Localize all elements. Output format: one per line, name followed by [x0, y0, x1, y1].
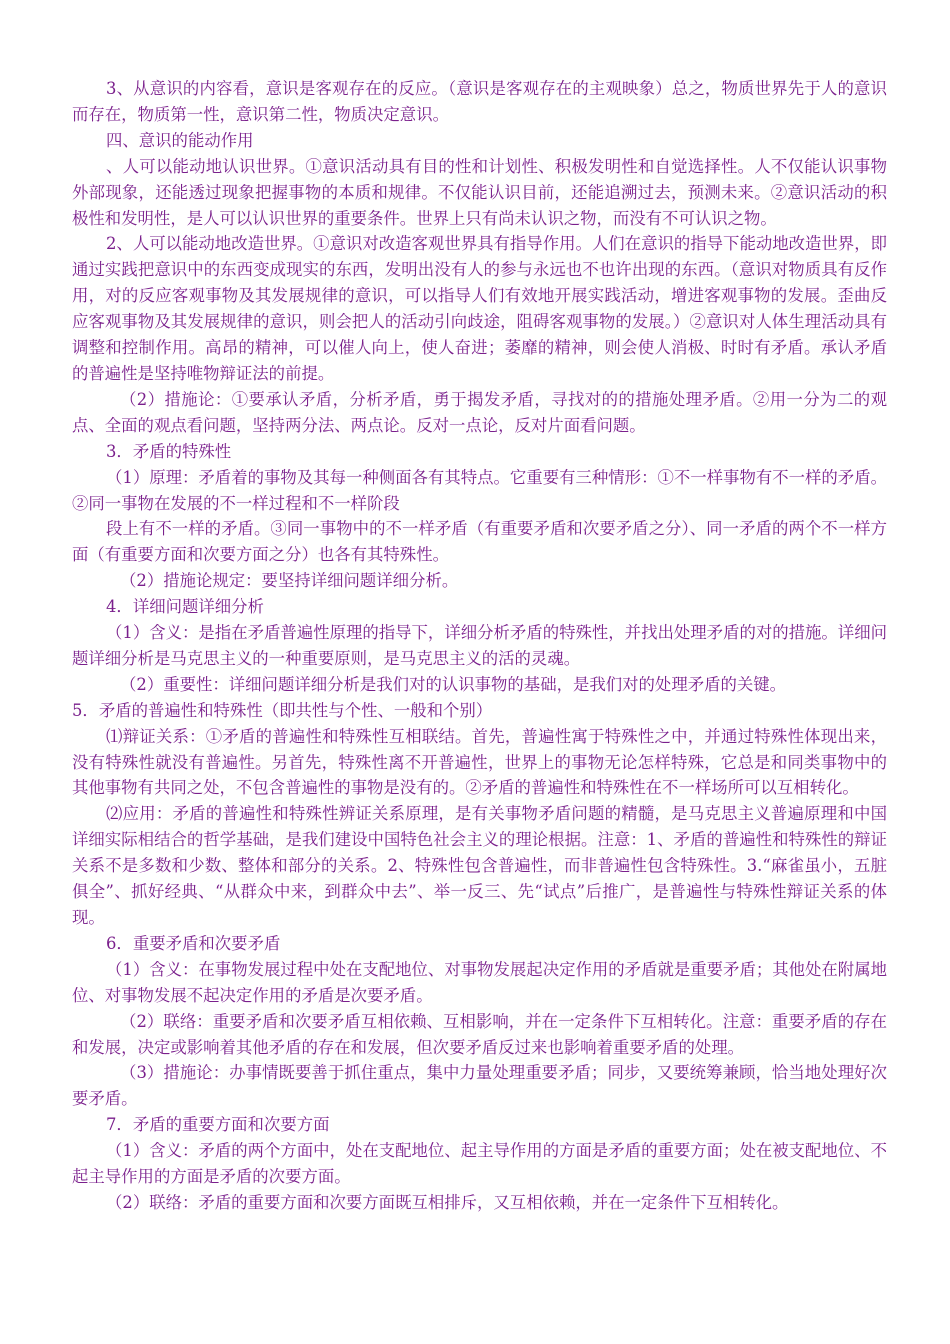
paragraph-p21: （2）联络：矛盾的重要方面和次要方面既互相排斥，又互相依赖，并在一定条件下互相转化。	[106, 1192, 789, 1212]
paragraph-p15: 6．重要矛盾和次要矛盾	[106, 933, 281, 953]
paragraph-p5: 3．矛盾的特殊性	[106, 441, 232, 461]
paragraph-p9: 4．详细问题详细分析	[106, 597, 264, 617]
paragraph-p19: 7．矛盾的重要方面和次要方面	[106, 1115, 330, 1135]
paragraph-p18: （3）措施论：办事情既要善于抓住重点，集中力量处理重要矛盾；同步，又要统筹兼顾，恰当地处理好次要矛盾。	[72, 1063, 887, 1109]
paragraph-p10: （1）含义：是指在矛盾普遍性原理的指导下，详细分析矛盾的特殊性，并找出处理矛盾的对的措施。详细问题详细分析是马克思主义的一种重要原则，是马克思主义的活的灵魂。	[72, 623, 887, 668]
paragraph-p11: （2）重要性：详细问题详细分析是我们对的认识事物的基础，是我们对的处理矛盾的关键。	[120, 674, 787, 694]
paragraph-p12: 5．矛盾的普遍性和特殊性（即共性与个性、一般和个别）	[72, 700, 493, 720]
paragraph-p14: ⑵应用：矛盾的普遍性和特殊性辨证关系原理，是有关事物矛盾问题的精髓，是马克思主义普遍原理和中国详细实际相结合的哲学基础，是我们建设中国特色社会主义的理论根据。注意：1、矛盾的普遍性和特殊性的辩证关系不是多数和少数、整体和部分的关系。2、特殊性包含普遍性，而非普遍性包含特殊性。3.“麻雀虽小，五脏俱全”、抓好经典、“从群众中来，到群众中去”、举一反三、先“试点”后推广，是普遍性与特殊性辩证关系的体现。	[72, 804, 887, 927]
paragraph-p17: （2）联络：重要矛盾和次要矛盾互相依赖、互相影响，并在一定条件下互相转化。注意：重要矛盾的存在和发展，决定或影响着其他矛盾的存在和发展，但次要矛盾反过来也影响着重要矛盾的处理。	[72, 1011, 887, 1057]
paragraph-p16: （1）含义：在事物发展过程中处在支配地位、对事物发展起决定作用的矛盾就是重要矛盾；其他处在附属地位、对事物发展不起决定作用的矛盾是次要矛盾。	[72, 959, 887, 1005]
paragraph-h4: 四、意识的能动作用	[106, 130, 254, 150]
paragraph-p3: 2、人可以能动地改造世界。①意识对改造客观世界具有指导作用。人们在意识的指导下能动地改造世界，即通过实践把意识中的东西变成现实的东西，发明出没有人的参与永远也不也许出现的东西。（意识对物质具有反作用，对的反应客观事物及其发展规律的意识，可以指导人们有效地开展实践活动，增进客观事物的发展。歪曲反应客观事物及其发展规律的意识，则会把人的活动引向歧途，阻碍客观事物的发展。）②意识对人体生理活动具有调整和控制作用。高昂的精神，可以催人向上，使人奋进；萎靡的精神，则会使人消极、时时有矛盾。承认矛盾的普遍性是坚持唯物辩证法的前提。	[72, 234, 887, 383]
paragraph-p2: 、人可以能动地认识世界。①意识活动具有目的性和计划性、积极发明性和自觉选择性。人不仅能认识事物外部现象，还能透过现象把握事物的本质和规律。不仅能认识目前，还能追溯过去，预测未来。②意识活动的积极性和发明性，是人可以认识世界的重要条件。世界上只有尚未认识之物，而没有不可认识之物。	[72, 156, 887, 228]
paragraph-p20: （1）含义：矛盾的两个方面中，处在支配地位、起主导作用的方面是矛盾的重要方面；处在被支配地位、不起主导作用的方面是矛盾的次要方面。	[72, 1141, 887, 1187]
paragraph-p7: 段上有不一样的矛盾。③同一事物中的不一样矛盾（有重要矛盾和次要矛盾之分）、同一矛盾的两个不一样方面（有重要方面和次要方面之分）也各有其特殊性。	[72, 519, 887, 565]
paragraph-p8: （2）措施论规定：要坚持详细问题详细分析。	[120, 571, 459, 591]
paragraph-p1: 3、从意识的内容看，意识是客观存在的反应。（意识是客观存在的主观映象）总之，物质世界先于人的意识而存在，物质第一性，意识第二性，物质决定意识。	[72, 79, 887, 124]
document-page	[72, 76, 887, 1216]
paragraph-p4: （2）措施论：①要承认矛盾，分析矛盾，勇于揭发矛盾，寻找对的的措施处理矛盾。②用一分为二的观点、全面的观点看问题，坚持两分法、两点论。反对一点论，反对片面看问题。	[72, 389, 887, 435]
paragraph-p6: （1）原理：矛盾着的事物及其每一种侧面各有其特点。它重要有三种情形：①不一样事物有不一样的矛盾。②同一事物在发展的不一样过程和不一样阶段	[72, 467, 887, 513]
paragraph-p13: ⑴辩证关系：①矛盾的普遍性和特殊性互相联结。首先，普遍性寓于特殊性之中，并通过特殊性体现出来，没有特殊性就没有普遍性。另首先，特殊性离不开普遍性，世界上的事物无论怎样特殊，它总是和同类事物中的其他事物有共同之处，不包含普遍性的事物是没有的。②矛盾的普遍性和特殊性在不一样场所可以互相转化。	[72, 726, 887, 798]
